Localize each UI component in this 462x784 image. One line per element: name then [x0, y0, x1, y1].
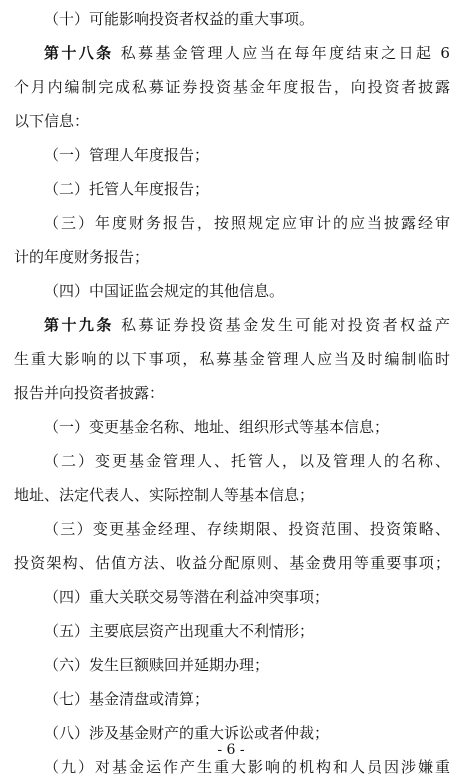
- paragraph-line: 生重大影响的以下事项，私募基金管理人应当及时编制临时: [14, 350, 450, 368]
- list-item: （七）基金清盘或清算；: [44, 690, 210, 708]
- paragraph-line: 个月内编制完成私募证券投资基金年度报告，向投资者披露: [14, 78, 450, 96]
- list-item: （三）年度财务报告，按照规定应审计的应当披露经审: [44, 214, 450, 232]
- list-item: （五）主要底层资产出现重大不利情形；: [44, 622, 315, 640]
- list-item: （四）重大关联交易等潜在利益冲突事项；: [44, 588, 330, 606]
- paragraph-line: 以下信息：: [14, 112, 90, 130]
- paragraph-line: 报告并向投资者披露：: [14, 384, 165, 402]
- list-item: （八）涉及基金财产的重大诉讼或者仲裁；: [44, 724, 330, 742]
- list-item: （三）变更基金经理、存续期限、投资范围、投资策略、: [44, 520, 450, 538]
- list-item: （二）托管人年度报告；: [44, 180, 210, 198]
- list-item: （一）管理人年度报告；: [44, 146, 210, 164]
- list-item: （四）中国证监会规定的其他信息。: [44, 282, 285, 300]
- article-number: 第十九条: [44, 316, 114, 334]
- list-item-continuation: 地址、法定代表人、实际控制人等基本信息；: [14, 486, 315, 504]
- page-number: - 6 -: [217, 742, 245, 758]
- article-18-line: 第十八条 私募基金管理人应当在每年度结束之日起 6: [44, 44, 450, 62]
- list-item: （一）变更基金名称、地址、组织形式等基本信息；: [44, 418, 390, 436]
- list-item-continuation: 投资架构、估值方法、收益分配原则、基金费用等重要事项；: [14, 554, 450, 572]
- document-body: [14, 2, 450, 784]
- article-number: 第十八条: [44, 44, 114, 62]
- list-item: （九）对基金运作产生重大影响的机构和人员因涉嫌重: [44, 758, 450, 776]
- list-item: （二）变更基金管理人、托管人，以及管理人的名称、: [44, 452, 450, 470]
- list-item: （六）发生巨额赎回并延期办理；: [44, 656, 270, 674]
- paragraph-line: （十）可能影响投资者权益的重大事项。: [44, 10, 315, 28]
- list-item-continuation: 计的年度财务报告；: [14, 248, 150, 266]
- article-19-line: 第十九条 私募证券投资基金发生可能对投资者权益产: [44, 316, 450, 334]
